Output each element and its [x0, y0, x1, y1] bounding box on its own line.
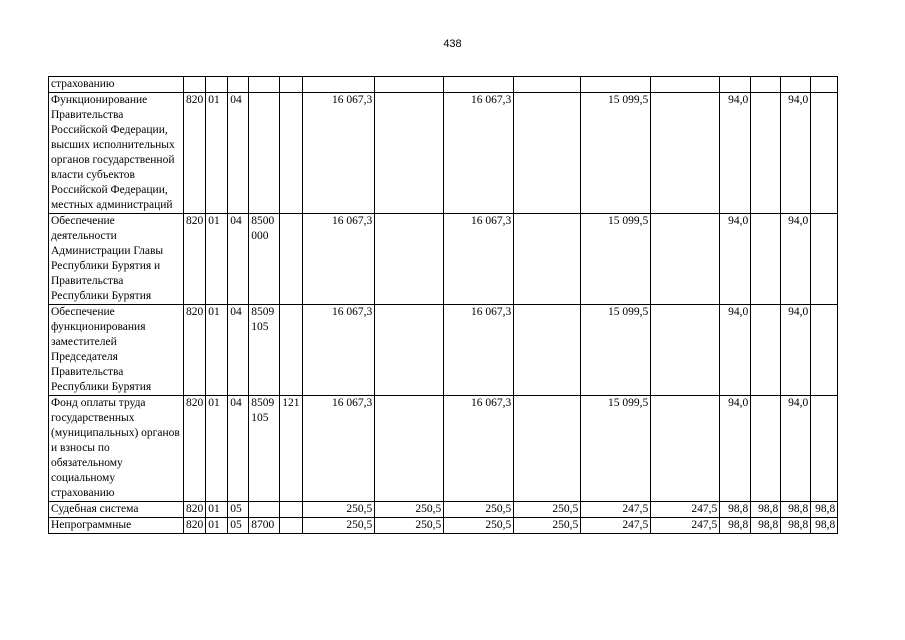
cell-vr: [280, 305, 303, 396]
cell-p4: 98,8: [811, 518, 838, 534]
cell-pr: 05: [228, 518, 249, 534]
cell-v3: 16 067,3: [444, 93, 514, 214]
table-row: [49, 502, 838, 518]
cell-vr: [280, 93, 303, 214]
cell-p3: 94,0: [781, 396, 811, 502]
cell-p1: 94,0: [720, 396, 751, 502]
cell-v4: 250,5: [514, 502, 581, 518]
cell-name: страхованию: [49, 77, 184, 93]
cell-p1: 94,0: [720, 93, 751, 214]
cell-csr: 8509 105: [249, 396, 280, 502]
cell-csr: 8509 105: [249, 305, 280, 396]
cell-name: Обеспечение функционирования заместителей Председателя Правительства Республики Бурятия: [49, 305, 184, 396]
cell-v5: 15 099,5: [581, 93, 651, 214]
cell-p1: 98,8: [720, 518, 751, 534]
cell-vr: [280, 518, 303, 534]
cell-p3: 94,0: [781, 305, 811, 396]
cell-v1: 16 067,3: [303, 214, 375, 305]
cell-p3: 94,0: [781, 214, 811, 305]
cell-csr: 8500 000: [249, 214, 280, 305]
cell-pr: 04: [228, 396, 249, 502]
cell-v5: 247,5: [581, 518, 651, 534]
cell-v5: 15 099,5: [581, 305, 651, 396]
budget-table-body: [49, 77, 838, 534]
cell-p2: [751, 93, 781, 214]
cell-name: Непрограммные: [49, 518, 184, 534]
cell-rz: 01: [206, 305, 228, 396]
cell-v5: [581, 77, 651, 93]
cell-csr: [249, 502, 280, 518]
cell-v5: 15 099,5: [581, 214, 651, 305]
cell-v2: [375, 305, 444, 396]
cell-name: Фонд оплаты труда государственных (муниципальных) органов и взносы по обязательному социальному страхованию: [49, 396, 184, 502]
cell-v5: 247,5: [581, 502, 651, 518]
table-row: [49, 305, 838, 396]
cell-v6: 247,5: [651, 502, 720, 518]
cell-p4: [811, 305, 838, 396]
cell-p4: [811, 77, 838, 93]
cell-ved: 820: [184, 305, 206, 396]
cell-v4: [514, 396, 581, 502]
cell-pr: 04: [228, 214, 249, 305]
cell-v2: [375, 214, 444, 305]
cell-ved: 820: [184, 396, 206, 502]
cell-v4: [514, 93, 581, 214]
cell-p2: 98,8: [751, 518, 781, 534]
budget-table: [48, 76, 838, 534]
cell-v1: [303, 77, 375, 93]
cell-p4: 98,8: [811, 502, 838, 518]
cell-v5: 15 099,5: [581, 396, 651, 502]
cell-v4: [514, 77, 581, 93]
cell-p3: 98,8: [781, 502, 811, 518]
cell-ved: 820: [184, 93, 206, 214]
cell-pr: 04: [228, 93, 249, 214]
table-row: [49, 396, 838, 502]
cell-rz: 01: [206, 396, 228, 502]
cell-v3: 16 067,3: [444, 396, 514, 502]
cell-v6: 247,5: [651, 518, 720, 534]
cell-v1: 250,5: [303, 518, 375, 534]
cell-v6: [651, 305, 720, 396]
cell-p4: [811, 396, 838, 502]
cell-rz: 01: [206, 214, 228, 305]
cell-vr: [280, 214, 303, 305]
table-row: [49, 214, 838, 305]
cell-v3: 250,5: [444, 518, 514, 534]
cell-v4: [514, 305, 581, 396]
cell-p2: 98,8: [751, 502, 781, 518]
cell-v2: [375, 93, 444, 214]
cell-p3: [781, 77, 811, 93]
page-number: 438: [443, 38, 462, 50]
cell-v1: 250,5: [303, 502, 375, 518]
cell-p2: [751, 396, 781, 502]
cell-ved: 820: [184, 502, 206, 518]
cell-v6: [651, 77, 720, 93]
cell-v6: [651, 214, 720, 305]
cell-v3: 250,5: [444, 502, 514, 518]
cell-v4: 250,5: [514, 518, 581, 534]
cell-p2: [751, 305, 781, 396]
cell-ved: [184, 77, 206, 93]
table-row: [49, 77, 838, 93]
cell-v6: [651, 93, 720, 214]
cell-v2: [375, 77, 444, 93]
cell-p1: 94,0: [720, 305, 751, 396]
cell-v1: 16 067,3: [303, 396, 375, 502]
table-row: [49, 93, 838, 214]
cell-pr: 04: [228, 305, 249, 396]
cell-v1: 16 067,3: [303, 305, 375, 396]
cell-v6: [651, 396, 720, 502]
cell-csr: 8700: [249, 518, 280, 534]
cell-csr: [249, 93, 280, 214]
cell-pr: 05: [228, 502, 249, 518]
cell-p3: 94,0: [781, 93, 811, 214]
cell-rz: 01: [206, 518, 228, 534]
cell-v3: [444, 77, 514, 93]
cell-csr: [249, 77, 280, 93]
cell-rz: 01: [206, 502, 228, 518]
cell-p1: 94,0: [720, 214, 751, 305]
cell-p1: 98,8: [720, 502, 751, 518]
cell-v2: 250,5: [375, 518, 444, 534]
cell-rz: [206, 77, 228, 93]
cell-name: Функционирование Правительства Российской Федерации, высших исполнительных органов государственной власти субъектов Российской Федерации, местных администраций: [49, 93, 184, 214]
cell-v1: 16 067,3: [303, 93, 375, 214]
cell-v2: [375, 396, 444, 502]
cell-ved: 820: [184, 518, 206, 534]
cell-vr: 121: [280, 396, 303, 502]
table-row: [49, 518, 838, 534]
cell-rz: 01: [206, 93, 228, 214]
cell-p2: [751, 77, 781, 93]
cell-p1: [720, 77, 751, 93]
cell-vr: [280, 502, 303, 518]
cell-p2: [751, 214, 781, 305]
cell-v2: 250,5: [375, 502, 444, 518]
cell-v3: 16 067,3: [444, 214, 514, 305]
cell-ved: 820: [184, 214, 206, 305]
cell-p3: 98,8: [781, 518, 811, 534]
cell-pr: [228, 77, 249, 93]
cell-vr: [280, 77, 303, 93]
cell-v4: [514, 214, 581, 305]
cell-v3: 16 067,3: [444, 305, 514, 396]
cell-p4: [811, 93, 838, 214]
cell-p4: [811, 214, 838, 305]
cell-name: Обеспечение деятельности Администрации Главы Республики Бурятия и Правительства Республики Бурятия: [49, 214, 184, 305]
cell-name: Судебная система: [49, 502, 184, 518]
